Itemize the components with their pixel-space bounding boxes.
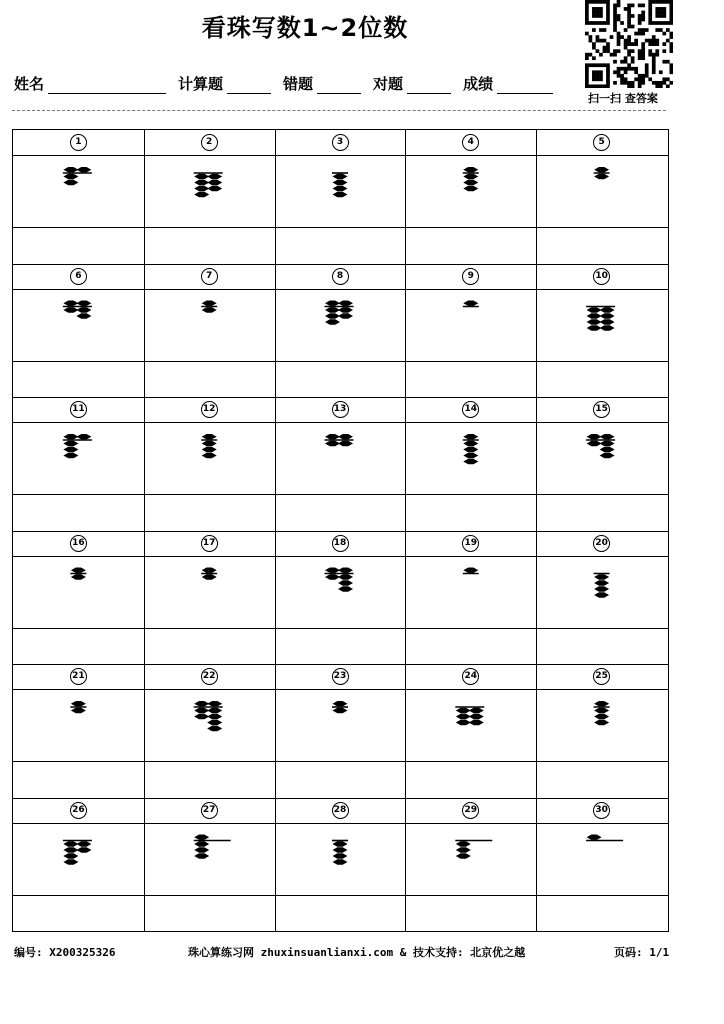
problem-number: 14: [462, 401, 479, 418]
earth-bead-14: [463, 453, 478, 458]
student-info-row: [14, 64, 565, 94]
earth-bead-15: [600, 453, 615, 458]
earth-bead-22: [207, 708, 222, 713]
earth-bead-2: [194, 192, 209, 197]
earth-bead-28: [333, 853, 348, 858]
earth-bead-11: [63, 447, 78, 452]
problem-number: 5: [593, 134, 610, 151]
answer-box[interactable]: [536, 494, 667, 531]
heaven-bead-5: [594, 167, 609, 172]
heaven-bead-12: [202, 434, 217, 439]
score-field[interactable]: [463, 73, 553, 94]
earth-bead-8: [338, 307, 353, 312]
earth-bead-18: [338, 586, 353, 591]
problem-number: 15: [593, 401, 610, 418]
answer-box[interactable]: [144, 628, 275, 665]
earth-bead-15: [600, 447, 615, 452]
earth-bead-10: [587, 319, 602, 324]
answer-box[interactable]: [405, 761, 536, 798]
earth-bead-20: [594, 574, 609, 579]
answer-box[interactable]: [405, 494, 536, 531]
problem-number: 2: [201, 134, 218, 151]
earth-bead-27: [194, 841, 209, 846]
earth-bead-7: [202, 307, 217, 312]
earth-bead-11: [63, 441, 78, 446]
earth-bead-26: [63, 841, 78, 846]
problem-number: 3: [332, 134, 349, 151]
heaven-bead-1: [63, 167, 78, 172]
earth-bead-26: [63, 847, 78, 852]
heaven-bead-6: [63, 301, 78, 306]
earth-bead-2: [194, 180, 209, 185]
answer-box[interactable]: [13, 761, 144, 798]
problem-number: 28: [332, 802, 349, 819]
earth-bead-10: [600, 307, 615, 312]
earth-bead-2: [194, 186, 209, 191]
earth-bead-2: [207, 186, 222, 191]
earth-bead-22: [194, 714, 209, 719]
earth-bead-24: [469, 714, 484, 719]
problem-number: 4: [462, 134, 479, 151]
earth-bead-28: [333, 847, 348, 852]
heaven-bead-17: [202, 568, 217, 573]
heaven-bead-16: [71, 568, 86, 573]
earth-bead-26: [63, 859, 78, 864]
earth-bead-10: [600, 325, 615, 330]
problem-number: 6: [70, 268, 87, 285]
earth-bead-4: [463, 186, 478, 191]
problem-number: 22: [201, 668, 218, 685]
earth-bead-26: [63, 853, 78, 858]
calc-count-field[interactable]: [178, 73, 271, 94]
earth-bead-13: [325, 441, 340, 446]
answer-box[interactable]: [144, 361, 275, 398]
heaven-bead-7: [202, 301, 217, 306]
problem-number: 8: [332, 268, 349, 285]
answer-box[interactable]: [144, 227, 275, 264]
earth-bead-28: [333, 859, 348, 864]
answer-box[interactable]: [405, 227, 536, 264]
heaven-bead-25: [594, 701, 609, 706]
earth-bead-18: [338, 580, 353, 585]
answer-box[interactable]: [275, 494, 406, 531]
earth-bead-29: [456, 847, 471, 852]
answer-box[interactable]: [405, 361, 536, 398]
qr-code: [585, 0, 673, 88]
score-label: 成绩: [463, 75, 494, 93]
earth-bead-3: [333, 174, 348, 179]
earth-bead-8: [325, 307, 340, 312]
earth-bead-4: [463, 180, 478, 185]
problem-number: 16: [70, 535, 87, 552]
earth-bead-12: [202, 453, 217, 458]
earth-bead-1: [63, 174, 78, 179]
earth-bead-12: [202, 447, 217, 452]
name-field[interactable]: [14, 73, 166, 94]
answer-box[interactable]: [275, 628, 406, 665]
heaven-bead-11: [63, 434, 78, 439]
earth-bead-27: [194, 853, 209, 858]
earth-bead-28: [333, 841, 348, 846]
earth-bead-26: [76, 841, 91, 846]
earth-bead-8: [325, 313, 340, 318]
earth-bead-22: [194, 708, 209, 713]
name-label: 姓名: [14, 75, 45, 93]
answer-box[interactable]: [275, 895, 406, 932]
earth-bead-3: [333, 186, 348, 191]
heaven-bead-18: [325, 568, 340, 573]
earth-bead-14: [463, 447, 478, 452]
earth-bead-29: [456, 841, 471, 846]
earth-bead-24: [456, 714, 471, 719]
answer-box[interactable]: [405, 895, 536, 932]
answer-box[interactable]: [405, 628, 536, 665]
calc-count-label: 计算题: [178, 75, 224, 93]
wrong-count-label: 错题: [283, 75, 314, 93]
earth-bead-21: [71, 708, 86, 713]
earth-bead-17: [202, 574, 217, 579]
problem-number: 17: [201, 535, 218, 552]
wrong-count-field[interactable]: [283, 73, 361, 94]
problem-number: 24: [462, 668, 479, 685]
earth-bead-29: [456, 853, 471, 858]
footer-code: 编号: X200325326: [14, 946, 116, 959]
earth-bead-10: [587, 307, 602, 312]
problem-number: 10: [593, 268, 610, 285]
earth-bead-15: [600, 441, 615, 446]
answer-box[interactable]: [144, 895, 275, 932]
earth-bead-10: [600, 319, 615, 324]
earth-bead-20: [594, 586, 609, 591]
earth-bead-10: [587, 313, 602, 318]
problem-number: 23: [332, 668, 349, 685]
heaven-bead-4: [463, 167, 478, 172]
right-count-blank[interactable]: [407, 75, 451, 94]
score-blank[interactable]: [497, 75, 553, 94]
earth-bead-20: [594, 580, 609, 585]
answer-box[interactable]: [13, 227, 144, 264]
heaven-bead-18: [338, 568, 353, 573]
earth-bead-18: [325, 574, 340, 579]
earth-bead-1: [63, 180, 78, 185]
earth-bead-2: [194, 174, 209, 179]
name-blank[interactable]: [48, 75, 166, 94]
right-count-field[interactable]: [373, 73, 451, 94]
answer-box[interactable]: [536, 895, 667, 932]
problem-number: 29: [462, 802, 479, 819]
earth-bead-6: [76, 313, 91, 318]
qr-caption: 扫一扫 查答案: [588, 92, 658, 105]
heaven-bead-13: [338, 434, 353, 439]
problem-number: 19: [462, 535, 479, 552]
earth-bead-20: [594, 592, 609, 597]
earth-bead-12: [202, 441, 217, 446]
earth-bead-22: [207, 720, 222, 725]
wrong-count-blank[interactable]: [317, 75, 361, 94]
problem-number: 25: [593, 668, 610, 685]
answer-box[interactable]: [13, 895, 144, 932]
earth-bead-4: [463, 174, 478, 179]
earth-bead-23: [333, 708, 348, 713]
right-count-label: 对题: [373, 75, 404, 93]
heaven-bead-30: [587, 835, 602, 840]
problem-number: 11: [70, 401, 87, 418]
earth-bead-6: [76, 307, 91, 312]
earth-bead-8: [338, 313, 353, 318]
earth-bead-2: [207, 180, 222, 185]
answer-box[interactable]: [275, 361, 406, 398]
footer-site: 珠心算练习网 zhuxinsuanlianxi.com & 技术支持: 北京优之越: [188, 946, 526, 959]
problem-number: 18: [332, 535, 349, 552]
earth-bead-3: [333, 180, 348, 185]
answer-box[interactable]: [536, 361, 667, 398]
heaven-bead-8: [325, 301, 340, 306]
heaven-bead-6: [76, 301, 91, 306]
answer-box[interactable]: [13, 628, 144, 665]
earth-bead-25: [594, 714, 609, 719]
heaven-bead-27: [194, 835, 209, 840]
heaven-bead-23: [333, 701, 348, 706]
problem-number: 21: [70, 668, 87, 685]
answer-box[interactable]: [275, 227, 406, 264]
problem-number: 26: [70, 802, 87, 819]
heaven-bead-8: [338, 301, 353, 306]
problem-number: 20: [593, 535, 610, 552]
earth-bead-22: [207, 726, 222, 731]
heaven-bead-1: [76, 167, 91, 172]
earth-bead-8: [325, 319, 340, 324]
answer-box[interactable]: [536, 227, 667, 264]
heaven-bead-9: [463, 301, 478, 306]
earth-bead-15: [587, 441, 602, 446]
earth-bead-25: [594, 708, 609, 713]
answer-box[interactable]: [536, 628, 667, 665]
heaven-bead-11: [76, 434, 91, 439]
answer-box[interactable]: [13, 494, 144, 531]
earth-bead-3: [333, 192, 348, 197]
earth-bead-25: [594, 720, 609, 725]
heaven-bead-14: [463, 434, 478, 439]
answer-box[interactable]: [13, 361, 144, 398]
problem-number: 27: [201, 802, 218, 819]
problem-number: 1: [70, 134, 87, 151]
answer-box[interactable]: [144, 494, 275, 531]
earth-bead-18: [338, 574, 353, 579]
heaven-bead-21: [71, 701, 86, 706]
earth-bead-24: [456, 720, 471, 725]
heaven-bead-15: [587, 434, 602, 439]
earth-bead-26: [76, 847, 91, 852]
earth-bead-6: [63, 307, 78, 312]
problem-number: 9: [462, 268, 479, 285]
heaven-bead-15: [600, 434, 615, 439]
problem-number: 30: [593, 802, 610, 819]
page-title: 看珠写数1~2位数: [201, 14, 409, 42]
problem-number: 7: [201, 268, 218, 285]
earth-bead-2: [207, 174, 222, 179]
answer-box[interactable]: [144, 761, 275, 798]
footer-page: 页码: 1/1: [614, 946, 670, 959]
heaven-bead-13: [325, 434, 340, 439]
heaven-bead-19: [463, 568, 478, 573]
earth-bead-10: [587, 325, 602, 330]
dashed-separator: [12, 110, 666, 111]
earth-bead-27: [194, 847, 209, 852]
earth-bead-11: [63, 453, 78, 458]
heaven-bead-22: [194, 701, 209, 706]
earth-bead-5: [594, 174, 609, 179]
earth-bead-22: [207, 714, 222, 719]
calc-count-blank[interactable]: [227, 75, 271, 94]
heaven-bead-22: [207, 701, 222, 706]
earth-bead-14: [463, 441, 478, 446]
answer-box[interactable]: [536, 761, 667, 798]
earth-bead-13: [338, 441, 353, 446]
earth-bead-14: [463, 459, 478, 464]
earth-bead-24: [456, 708, 471, 713]
answer-box[interactable]: [275, 761, 406, 798]
earth-bead-24: [469, 720, 484, 725]
problem-number: 13: [332, 401, 349, 418]
problem-number: 12: [201, 401, 218, 418]
earth-bead-24: [469, 708, 484, 713]
earth-bead-10: [600, 313, 615, 318]
problem-grid: [12, 129, 669, 932]
earth-bead-16: [71, 574, 86, 579]
